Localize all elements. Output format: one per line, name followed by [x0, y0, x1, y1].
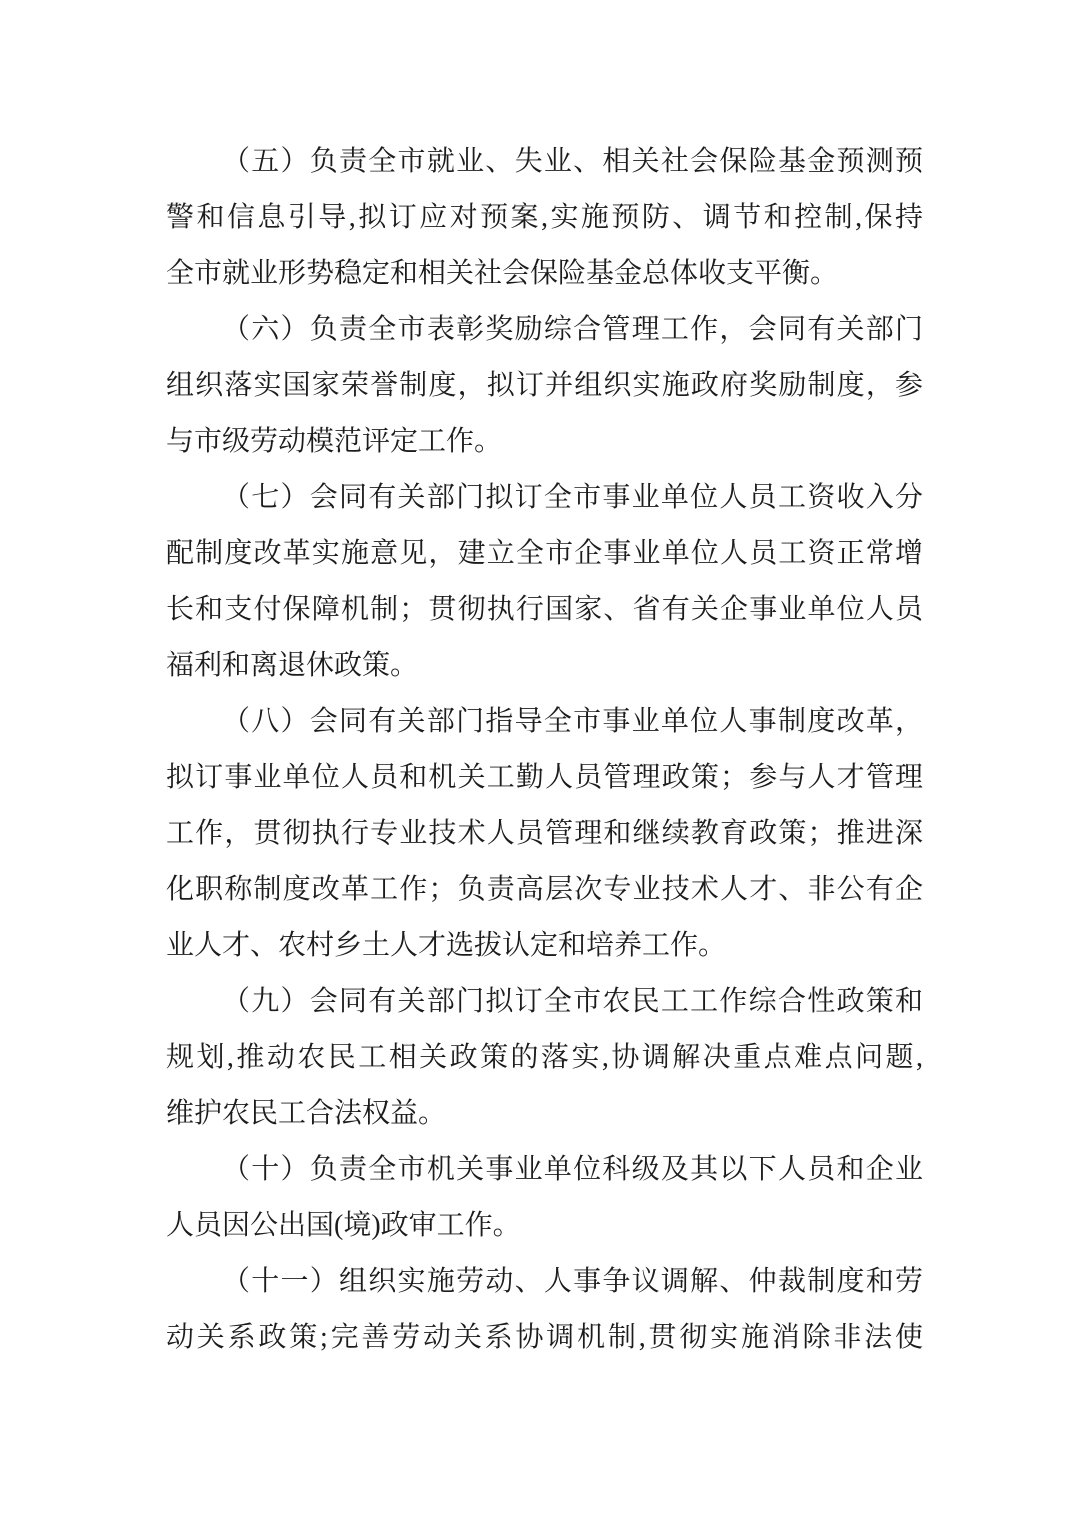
paragraph-item-9: [166, 974, 923, 1142]
text-line: （七）会同有关部门拟订全市事业单位人员工资收入分: [222, 482, 923, 513]
text-line: 组织落实国家荣誉制度，拟订并组织实施政府奖励制度，参: [166, 370, 923, 401]
paragraph-item-11: [166, 1254, 923, 1366]
text-line: 业人才、农村乡土人才选拔认定和培养工作。: [166, 930, 727, 961]
text-line: （十）负责全市机关事业单位科级及其以下人员和企业: [222, 1154, 923, 1185]
paragraph-item-7: [166, 470, 923, 694]
text-line: 工作，贯彻执行专业技术人员管理和继续教育政策；推进深: [166, 818, 923, 849]
text-line: 长和支付保障机制；贯彻执行国家、省有关企事业单位人员: [166, 594, 923, 625]
text-line: （六）负责全市表彰奖励综合管理工作，会同有关部门: [222, 314, 923, 345]
paragraph-item-10: [166, 1142, 923, 1254]
text-line: （十一）组织实施劳动、人事争议调解、仲裁制度和劳: [222, 1266, 923, 1297]
text-line: 全市就业形势稳定和相关社会保险基金总体收支平衡。: [166, 258, 839, 289]
text-line: 拟订事业单位人员和机关工勤人员管理政策；参与人才管理: [166, 762, 923, 793]
text-line: （九）会同有关部门拟订全市农民工工作综合性政策和: [222, 986, 923, 1017]
text-line: 福利和离退休政策。: [166, 650, 419, 681]
text-line: 规划,推动农民工相关政策的落实,协调解决重点难点问题,: [166, 1042, 923, 1073]
paragraph-item-6: [166, 302, 923, 470]
text-line: 动关系政策;完善劳动关系协调机制,贯彻实施消除非法使: [166, 1322, 923, 1353]
text-line: 配制度改革实施意见，建立全市企事业单位人员工资正常增: [166, 538, 923, 569]
text-line: （八）会同有关部门指导全市事业单位人事制度改革，: [222, 706, 923, 737]
text-line: （五）负责全市就业、失业、相关社会保险基金预测预: [222, 146, 923, 177]
text-line: 与市级劳动模范评定工作。: [166, 426, 503, 457]
text-line: 化职称制度改革工作；负责高层次专业技术人才、非公有企: [166, 874, 923, 905]
paragraph-item-5: [166, 134, 923, 302]
document-text-block: [166, 134, 923, 1366]
text-line: 警和信息引导,拟订应对预案,实施预防、调节和控制,保持: [166, 202, 923, 233]
text-line: 人员因公出国(境)政审工作。: [166, 1210, 521, 1241]
text-line: 维护农民工合法权益。: [166, 1098, 447, 1129]
paragraph-item-8: [166, 694, 923, 974]
